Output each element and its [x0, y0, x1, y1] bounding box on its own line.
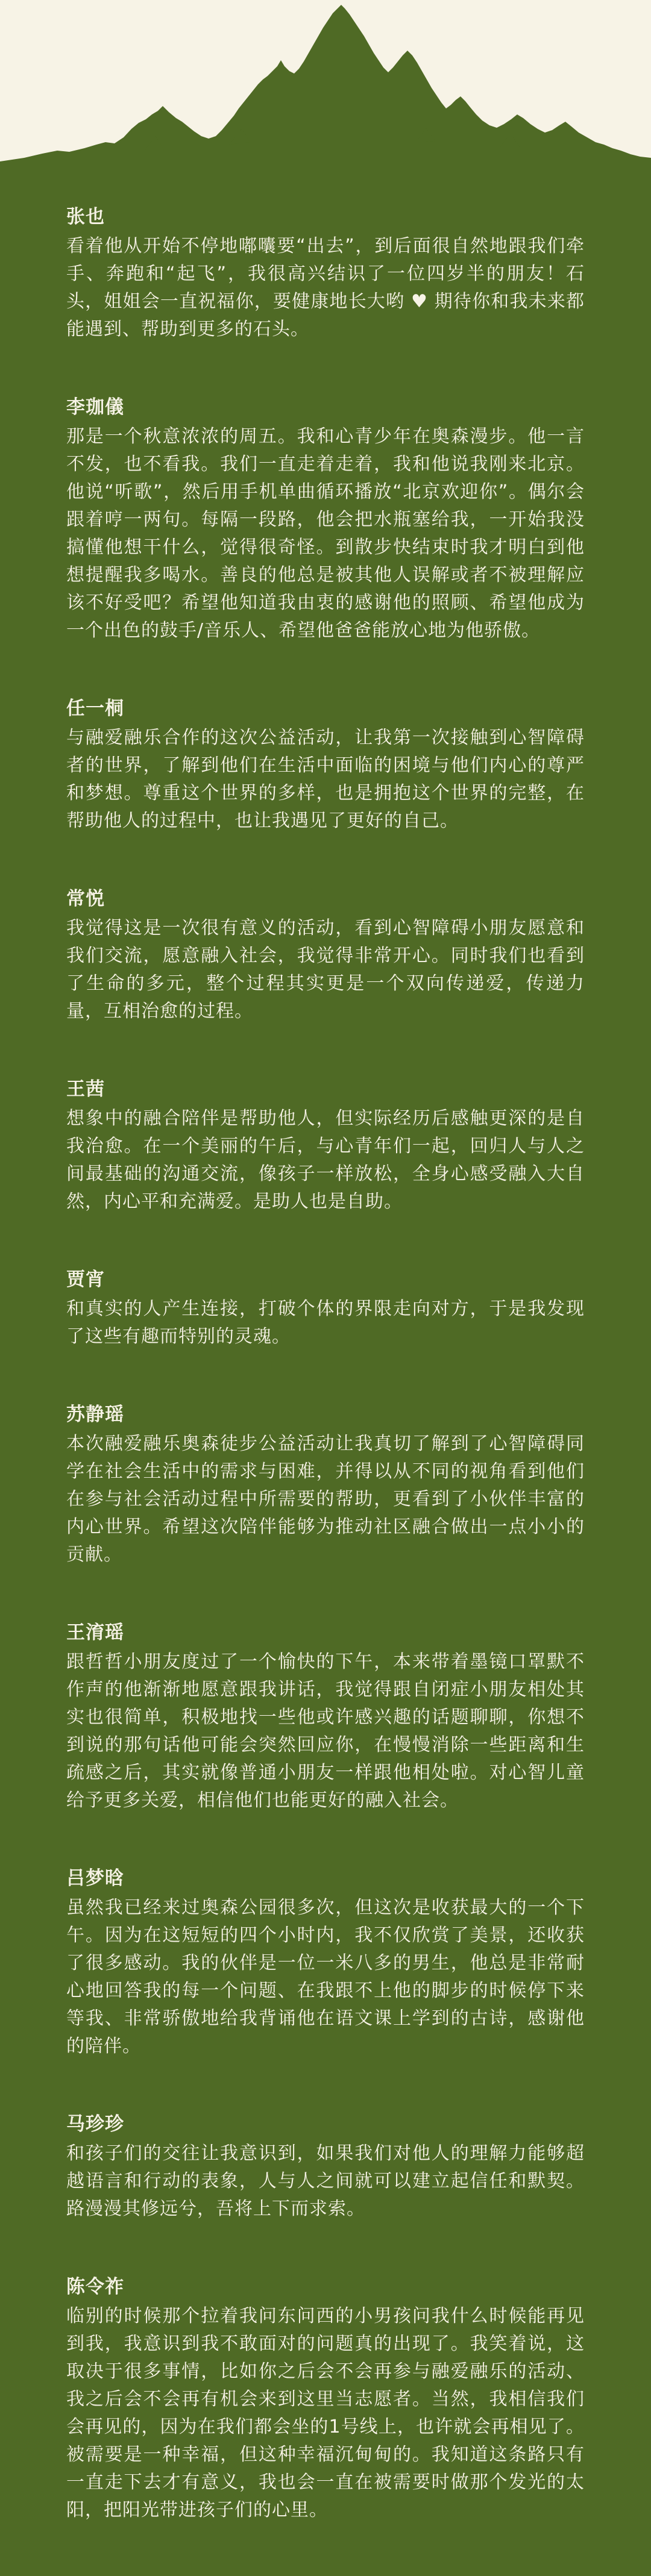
reflection-text: 那是一个秋意浓浓的周五。我和心青少年在奥森漫步。他一言不发，也不看我。我们一直走着走着，我和他说我刚来北京。他说“听歌”，然后用手机单曲循环播放“北京欢迎你”。偶尔会跟着哼一两句。每隔一段路，他会把水瓶塞给我，一开始我没搞懂他想干什么，觉得很奇怪。到散步快结束时我才明白到他想提醒我多喝水。善良的他总是被其他人误解或者不被理解应该不好受吧？希望他知道我由衷的感谢他的照顾、希望他成为一个出色的鼓手/音乐人、希望他爸爸能放心地为他骄傲。	[66, 426, 585, 641]
author-name: 马珍珍	[66, 2113, 124, 2135]
reflection-entry	[66, 1077, 585, 1216]
reflection-text: 虽然我已经来过奥森公园很多次，但这次是收获最大的一个下午。因为在这短短的四个小时内，我不仅欣赏了美景，还收获了很多感动。我的伙伴是一位一米八多的男生，他总是非常耐心地回答我的每一个问题、在我跟不上他的脚步的时候停下来等我、非常骄傲地给我背诵他在语文课上学到的古诗，感谢他的陪伴。	[66, 1897, 585, 2057]
author-name: 陈令祚	[66, 2276, 124, 2298]
reflection-text: 看着他从开始不停地嘟囔要“出去”，到后面很自然地跟我们牵手、奔跑和“起飞”，我很高兴结识了一位四岁半的朋友！石头，姐姐会一直祝福你，要健康地长大哟 ♥ 期待你和我未来都能遇到、帮助到更多的石头。	[66, 236, 585, 340]
reflection-entry	[66, 1268, 585, 1351]
reflection-entry	[66, 2112, 585, 2223]
reflection-entry	[66, 696, 585, 835]
reflection-entry	[66, 887, 585, 1025]
author-name: 吕梦晗	[66, 1868, 124, 1889]
reflection-entry	[66, 1866, 585, 2060]
reflection-text: 跟哲哲小朋友度过了一个愉快的下午，本来带着墨镜口罩默不作声的他渐渐地愿意跟我讲话，我觉得跟自闭症小朋友相处其实也很简单，积极地找一些他或许感兴趣的话题聊聊，你想不到说的那句话他可能会突然回应你，在慢慢消除一些距离和生疏感之后，其实就像普通小朋友一样跟他相处啦。对心智儿童给予更多关爱，相信他们也能更好的融入社会。	[66, 1651, 585, 1811]
reflection-entry	[66, 2275, 585, 2524]
author-name: 王淯瑶	[66, 1622, 124, 1643]
author-name: 王茜	[66, 1078, 105, 1100]
reflection-entry	[66, 395, 585, 645]
reflection-text: 和孩子们的交往让我意识到，如果我们对他人的理解力能够超越语言和行动的表象，人与人之间就可以建立起信任和默契。路漫漫其修远兮，吾将上下而求索。	[66, 2143, 585, 2219]
reflection-entry	[66, 1621, 585, 1815]
reflection-list	[0, 205, 651, 2576]
reflection-text: 本次融爱融乐奥森徒步公益活动让我真切了解到了心智障碍同学在社会生活中的需求与困难，并得以从不同的视角看到他们在参与社会活动过程中所需要的帮助，更看到了小伙伴丰富的内心世界。希望这次陪伴能够为推动社区融合做出一点小小的贡献。	[66, 1433, 585, 1565]
author-name: 任一桐	[66, 698, 124, 719]
mountain-banner	[0, 0, 651, 175]
reflection-text: 和真实的人产生连接，打破个体的界限走向对方，于是我发现了这些有趣而特别的灵魂。	[66, 1298, 585, 1347]
reflection-entry	[66, 1402, 585, 1569]
author-name: 张也	[66, 206, 105, 228]
author-name: 李珈儀	[66, 396, 124, 418]
reflection-text: 临别的时候那个拉着我问东问西的小男孩问我什么时候能再见到我，我意识到我不敢面对的问题真的出现了。我笑着说，这取决于很多事情，比如你之后会不会再参与融爱融乐的活动、我之后会不会再有机会来到这里当志愿者。当然，我相信我们会再见的，因为在我们都会坐的1号线上，也许就会再相见了。被需要是一种幸福，但这种幸福沉甸甸的。我知道这条路只有一直走下去才有意义，我也会一直在被需要时做那个发光的太阳，把阳光带进孩子们的心里。	[66, 2306, 585, 2521]
reflection-text: 与融爱融乐合作的这次公益活动，让我第一次接触到心智障碍者的世界，了解到他们在生活中面临的困境与他们内心的尊严和梦想。尊重这个世界的多样，也是拥抱这个世界的完整，在帮助他人的过程中，也让我遇见了更好的自己。	[66, 727, 585, 831]
mountain-silhouette-icon	[0, 0, 651, 175]
reflection-text: 我觉得这是一次很有意义的活动，看到心智障碍小朋友愿意和我们交流，愿意融入社会，我觉得非常开心。同时我们也看到了生命的多元，整个过程其实更是一个双向传递爱，传递力量，互相治愈的过程。	[66, 918, 585, 1022]
author-name: 贾宵	[66, 1269, 105, 1290]
author-name: 常悦	[66, 888, 105, 910]
author-name: 苏静瑶	[66, 1404, 124, 1425]
reflection-entry	[66, 205, 585, 343]
reflection-text: 想象中的融合陪伴是帮助他人，但实际经历后感触更深的是自我治愈。在一个美丽的午后，与心青年们一起，回归人与人之间最基础的沟通交流，像孩子一样放松，全身心感受融入大自然，内心平和充满爱。是助人也是自助。	[66, 1108, 585, 1212]
